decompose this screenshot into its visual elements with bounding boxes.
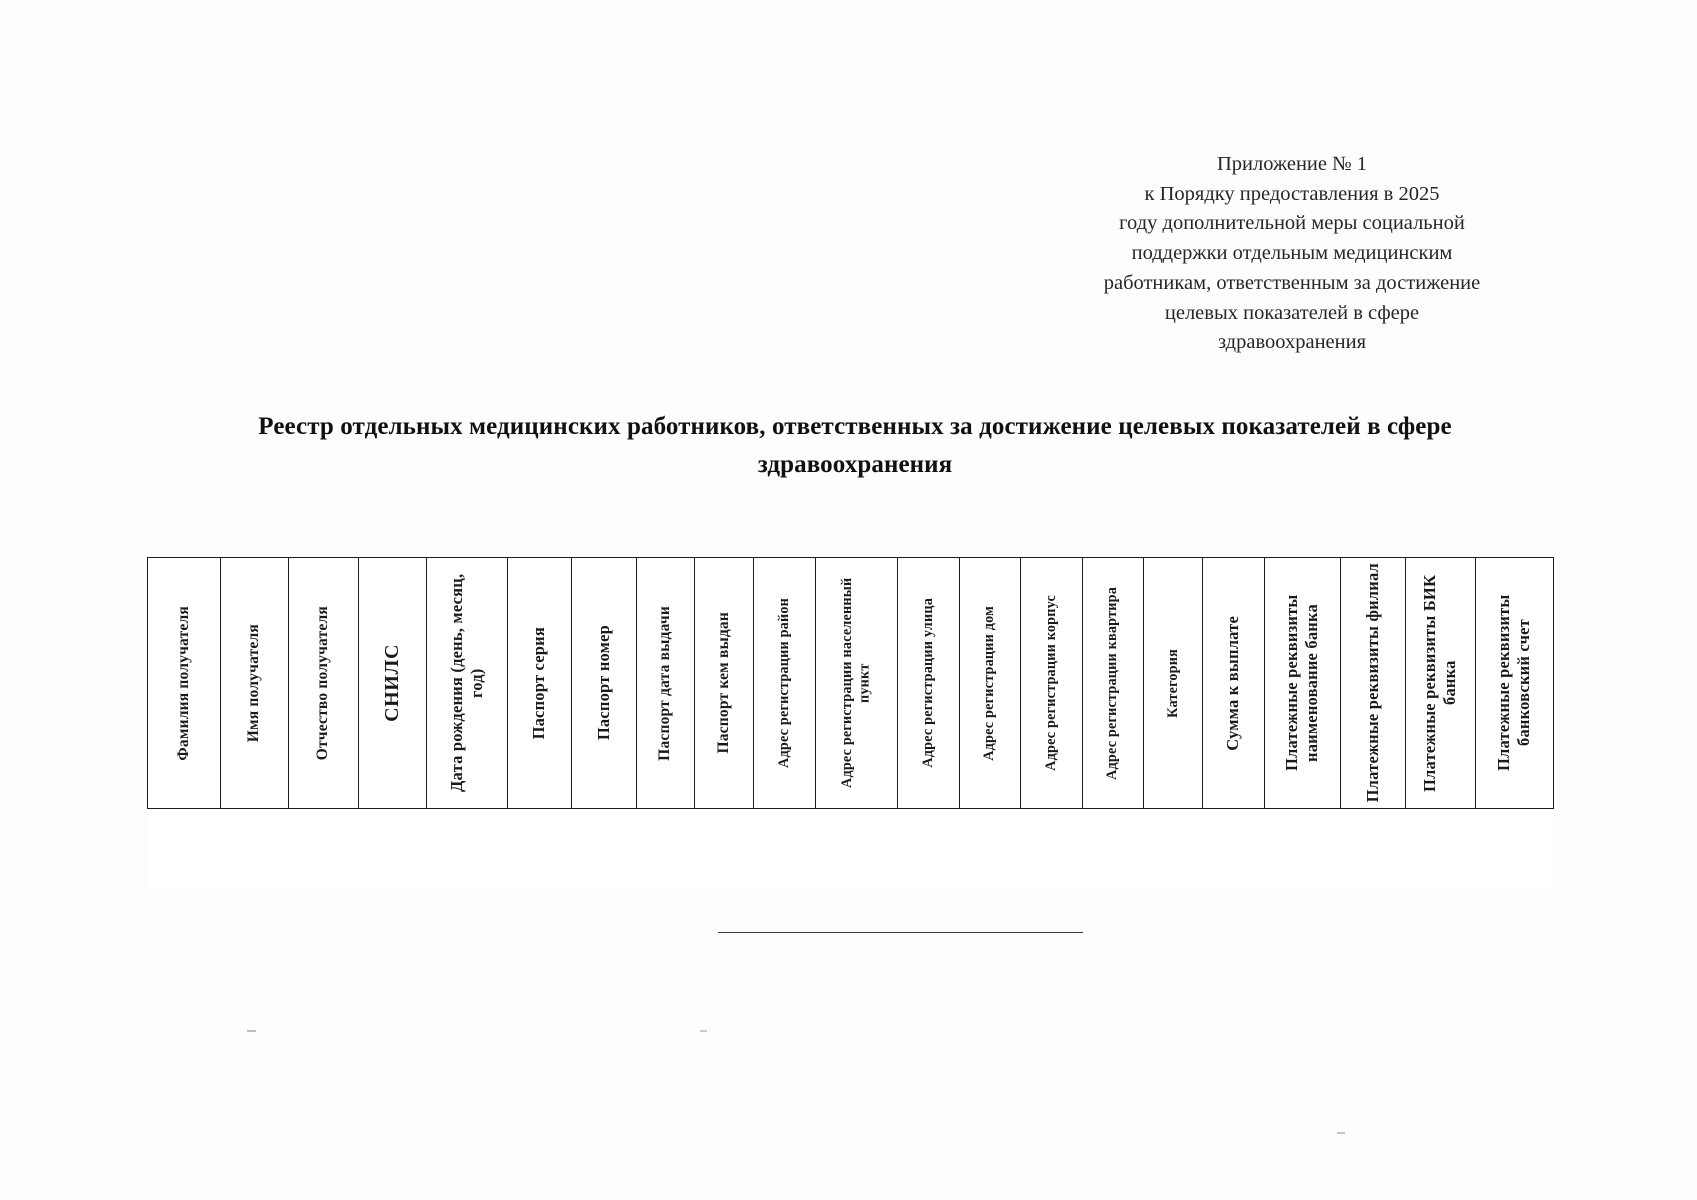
column-label: Категория [1164,648,1181,718]
appendix-line-2: к Порядку предоставления в 2025 [1144,182,1440,205]
column-header-bank-bik [1405,558,1475,809]
column-label: Имя получателя [245,623,263,743]
column-header-address-building [1021,558,1083,809]
column-header-category [1144,558,1203,809]
scan-speck [247,1030,256,1032]
column-label: Адрес регистрации населенный пункт [838,577,873,789]
column-label: Адрес регистрации район [775,598,792,768]
column-label: Платежные реквизиты банковский счет [1494,594,1534,772]
column-header-firstname [221,558,289,809]
column-header-surname [148,558,221,809]
appendix-line-1: Приложение № 1 [1216,153,1368,175]
column-label: Адрес регистрации корпус [1042,595,1059,771]
page-title: Реестр отдельных медицинских работников, ответственных за достижение целевых показателей в сфере здравоохранения [258,413,1452,478]
column-label: Паспорт дата выдачи [656,605,674,761]
column-label: Адрес регистрации дом [981,605,998,761]
column-header-passport-series [507,558,572,809]
appendix-line-4: поддержки отдельным медицинским [1131,242,1453,265]
scan-speck [1337,1132,1345,1134]
column-label: Отчество получателя [314,605,332,761]
column-header-passport-issue-date [636,558,695,809]
appendix-line-3: году дополнительной меры социальной [1119,212,1465,235]
registry-table [147,557,1554,888]
column-header-passport-number [572,558,637,809]
column-label: Паспорт серия [529,626,549,740]
table-body [148,809,1554,888]
column-header-snils [359,558,427,809]
registry-table-container [147,557,1554,888]
column-label: Платежные реквизиты наименование банка [1282,594,1322,772]
column-label: Паспорт кем выдан [714,612,732,754]
column-label: Адрес регистрации квартира [1104,586,1121,780]
column-label: Дата рождения (день, месяц, год) [446,573,486,793]
signature-rule [718,932,1083,933]
column-header-bank-branch [1341,558,1406,809]
column-label: Адрес регистрации улица [919,598,936,768]
appendix-line-5: работникам, ответственным за достижение [1103,271,1481,294]
column-header-address-flat [1082,558,1144,809]
column-header-payment-amount [1203,558,1265,809]
appendix-line-7: здравоохранения [1217,331,1367,354]
column-label: Сумма к выплате [1223,615,1243,751]
table-header-row [148,558,1554,809]
column-header-birthdate [426,558,507,809]
column-label: Фамилия получателя [174,605,192,761]
column-header-address-locality [815,558,897,809]
scan-speck [700,1030,707,1032]
column-header-patronymic [288,558,358,809]
column-header-address-street [897,558,959,809]
column-header-bank-account [1476,558,1554,809]
column-header-passport-issued-by [695,558,754,809]
appendix-header [1077,150,1507,358]
column-label: Платежные реквизиты филиал [1362,563,1382,803]
column-header-bank-name [1264,558,1340,809]
column-label: Платежные реквизиты БИК банка [1420,574,1460,792]
column-header-address-district [754,558,816,809]
column-label: СНИЛС [381,644,404,722]
column-header-address-house [959,558,1021,809]
column-label: Паспорт номер [593,625,613,741]
appendix-line-6: целевых показателей в сфере [1164,301,1420,324]
